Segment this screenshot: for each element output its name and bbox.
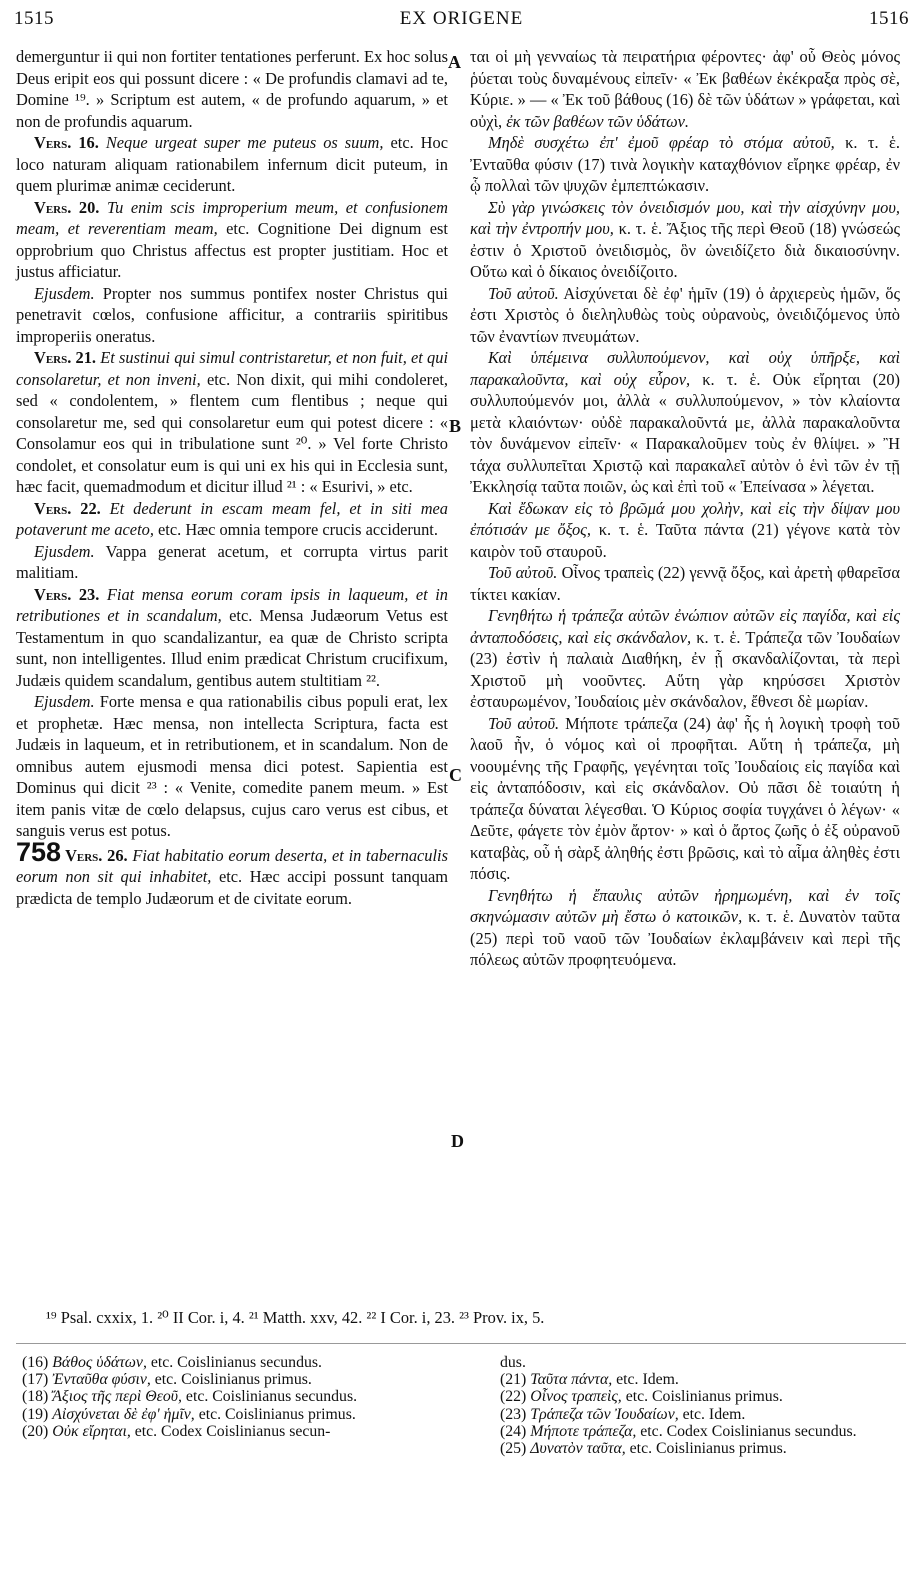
commentary-text: κ. τ. ἑ. Ταῦτα πάντα (21) γέγονε κατὰ τὸν καιρὸν τοῦ σταυροῦ. <box>470 520 900 561</box>
tou-autou-label: Τοῦ αὐτοῦ. <box>488 563 558 582</box>
footnote-text: etc. Coislinianus primus. <box>625 1440 787 1458</box>
latin-verse-22 <box>16 498 448 541</box>
footnote-lemma: Ἄξιος τῆς περὶ Θεοῦ, <box>52 1388 182 1406</box>
greek-tou-autou-2 <box>470 562 900 605</box>
commentary-text: etc. Hæc omnia tempore crucis acciderunt. <box>158 520 438 539</box>
footnote-lemma: Βάθος ὑδάτων, <box>52 1354 147 1371</box>
footnote <box>500 1440 910 1457</box>
verse-text: Et dederunt in escam meam fel, et in siti mea potaverunt me aceto, <box>16 498 449 539</box>
verse-text: Neque urgeat super me puteus os suum, <box>105 133 384 152</box>
footnote-text: etc. Coislinianus primus. <box>194 1405 356 1423</box>
greek-verse-16 <box>470 132 900 197</box>
footnote-number: (25) <box>500 1440 527 1458</box>
footnote-lemma: Οἶνος τραπεὶς, <box>530 1388 622 1406</box>
greek-verse-20 <box>470 197 900 283</box>
greek-column <box>470 46 900 971</box>
footnote <box>22 1354 457 1371</box>
verse-text: Fiat mensa eorum coram ipsis in laqueum, et in retributiones et in scandalum, <box>16 584 448 625</box>
footnote <box>500 1406 910 1423</box>
greek-paragraph <box>470 46 900 132</box>
greek-verse-26 <box>470 885 900 971</box>
footnote <box>22 1423 457 1440</box>
verse-text: Et sustinui qui simul contristaretur, et non fuit, et qui consolaretur, et non inveni, <box>16 348 448 389</box>
latin-verse-21 <box>16 347 448 498</box>
ejusdem-label: Ejusdem. <box>34 541 95 561</box>
footnote-lemma: Ταῦτα πάντα, <box>530 1371 613 1389</box>
footnote-number: (20) <box>22 1422 49 1440</box>
greek-verse-22 <box>470 498 900 563</box>
latin-verse-23 <box>16 584 448 692</box>
commentary-text: κ. τ. ἑ. Τράπεζα τῶν Ἰουδαίων (23) ἐστὶν ἡ παλαιὰ Διαθήκη, ἐν ᾗ σκανδαλίζονται, τὰ περὶ Χριστοῦ μὴ νοοῦντες. Αὕτη γὰρ κηρύσσει Χριστὸν ἐσταυρωμένον, Ἰουδαίοις μὲν σκάνδαλον, ἔθνεσι δὲ μωρίαν. <box>470 627 900 711</box>
footnotes-right <box>500 1354 910 1457</box>
footnote-number: (22) <box>500 1388 527 1406</box>
verse-text: Fiat habitatio eorum deserta, et in tabernaculis eorum non sit qui inhabitet, <box>16 845 448 886</box>
footnote-number: (21) <box>500 1371 527 1389</box>
verse-text: Γενηθήτω ἡ τράπεζα αὐτῶν ἐνώπιον αὐτῶν εἰς παγίδα, καὶ εἰς ἀνταποδόσεις, καὶ εἰς σκάνδαλον, <box>470 606 900 647</box>
footnote-number: (24) <box>500 1422 527 1440</box>
commentary-text: κ. τ. ἑ. Ἄξιος τῆς περὶ Θεοῦ (18) γνώσεώς ἐστιν ὁ Χριστοῦ ὀνειδισμὸς, ὃν ὠνειδίζετο διὰ δικαιοσύνην. Οὕτω καὶ ὁ δίκαιος ὀνειδίζοιτο. <box>470 219 900 281</box>
footnotes-left <box>22 1354 457 1440</box>
greek-italic: ἐκ τῶν βαθέων τῶν ὑδάτων. <box>506 111 690 131</box>
greek-tou-autou-3 <box>470 713 900 885</box>
footnote <box>500 1371 910 1388</box>
footnote-number: (17) <box>22 1371 49 1389</box>
footnote-lemma: Μήποτε τράπεζα, <box>530 1422 637 1440</box>
footnote-text: etc. Coislinianus secundus. <box>146 1354 322 1371</box>
commentary-text: κ. τ. ἑ. Δυνατὸν ταῦτα (25) περὶ τοῦ ναοῦ τῶν Ἰουδαίων ἐκλαμβάνειν καὶ περὶ τῆς πόλεως αὐτῶν προφητευόμενα. <box>470 907 900 969</box>
latin-column <box>16 46 448 909</box>
footnote <box>500 1354 910 1371</box>
verse-label: Vers. 22. <box>34 498 101 518</box>
latin-ejusdem-2 <box>16 541 448 584</box>
footnote-lemma: Τράπεζα τῶν Ἰουδαίων, <box>530 1405 679 1423</box>
commentary-text: Μήποτε τράπεζα (24) ἀφ' ἧς ἡ λογικὴ τροφὴ τοῦ λαοῦ ἦν, ὁ νόμος καὶ οἱ προφῆται. Αὕτη ἡ τράπεζα, μὴ νοουμένης τῆς Γραφῆς, γεγένηται τοῖς Ἰουδαίοις εἰς παγίδα καὶ εἰς ἀνταπόδοσιν, καὶ εἰς σκάνδαλον. Οὐ πᾶσι δὲ τοιαύτη ἡ τράπεζα δύναται λέγεσθαι. Ὁ Κύριος σοφία τυγχάνει ὁ λέγων· « Δεῦτε, φάγετε τὸν ἐμὸν ἄρτον· » καὶ ὁ ἄρτος ζωῆς ὁ ἐξ οὐρανοῦ καταβὰς, οὗ ἡ σὰρξ ἀληθής ἐστι βρῶσις, καὶ τὸ αἷμα ἀληθὲς ἐστι πόσις. <box>470 713 900 883</box>
footnote-number: (19) <box>22 1405 49 1423</box>
commentary-text: Propter nos summus pontifex noster Christus qui penetravit cœlos, confusione afficitur, a contrariis spiritibus improperiis oneratus. <box>16 283 448 346</box>
verse-text: Καὶ ἔδωκαν εἰς τὸ βρῶμά μου χολὴν, καὶ εἰς τὴν δίψαν μου ἐπότισάν με ὄξος, <box>470 498 900 539</box>
running-title: EX ORIGENE <box>399 8 524 29</box>
commentary-text: etc. Hoc loco naturam aliquam rationabilem infernum dicit puteum, in quem plurimæ animæ ceciderunt. <box>16 133 448 195</box>
commentary-text: Οἶνος τραπεὶς (22) γεννᾷ ὄξος, καὶ ἀρετὴ φθαρεῖσα τίκτει κακίαν. <box>470 563 900 604</box>
footnote-text: etc. Coislinianus primus. <box>621 1388 783 1406</box>
greek-verse-21 <box>470 347 900 498</box>
footnote-lemma: Οὐκ εἴρηται, <box>52 1422 131 1440</box>
margin-marker-a: A <box>448 52 461 72</box>
footnote <box>22 1371 457 1388</box>
verse-text: Γενηθήτω ἡ ἔπαυλις αὐτῶν ἠρημωμένη, καὶ ἐν τοῖς σκηνώμασιν αὐτῶν μὴ ἔστω ὁ κατοικῶν, <box>470 885 900 926</box>
page-number-right: 1516 <box>869 8 909 29</box>
footnote <box>500 1423 910 1440</box>
footnote-text: etc. Coislinianus secundus. <box>181 1388 358 1406</box>
commentary-text: Αἰσχύνεται δὲ ἐφ' ἡμῖν (19) ὁ ἀρχιερεὺς ἡμῶν, ὅς ἐστι Χριστὸς ὁ διεληλυθὼς τοὺς οὐρανοὺς, ὀνειδιζόμενος ὑπὸ τῶν ἐναντίων πνευμάτων. <box>470 283 900 346</box>
footnote-number: (16) <box>22 1354 49 1371</box>
commentary-text: etc. Non dixit, qui mihi condoleret, sed « condolentem, » flentem cum flentibus ; neque qui consolaretur me, sed qui consolaretur eum qui potest dicere : « Consolamur eos qui in tribulatione sunt ²⁰. » Vel forte Christo condolet, et consolatur eum is qui uni ex his qui in Ecclesia sunt, hæc facit, quemadmodum et dicitur illud ²¹ : « Esurivi, » etc. <box>16 369 448 496</box>
commentary-text: Forte mensa e qua rationabilis cibus populi erat, lex et prophetæ. Hæc mensa, non intellecta Scriptura, facta est Judæis in laqueum, et in retributionem, et in scandalum. Non de omnibus autem ejusmodi mensa dici potest. Sapientia est Dominus qui dicit ²³ : « Venite, comedite panem meum. » Est item panis vitæ de cœlo delapsus, cujus caro verus est cibus, et sanguis verus est potus. <box>16 692 448 840</box>
footnote-lemma: Αἰσχύνεται δὲ ἐφ' ἡμῖν, <box>52 1405 195 1423</box>
footnote-number: (23) <box>500 1405 527 1423</box>
ejusdem-label: Ejusdem. <box>34 283 95 303</box>
latin-ejusdem-3 <box>16 691 448 842</box>
commentary-text: etc. Cognitione Dei dignum est opprobrium quo Christus affectus est propter justitiam. Hoc et justus afficiatur. <box>16 219 448 281</box>
greek-verse-23 <box>470 605 900 713</box>
margin-marker-d: D <box>451 1131 464 1151</box>
commentary-text: κ. τ. ἑ. Ἐνταῦθα φύσιν (17) τινὰ λογικὴν καταχθόνιον εἴρηκε φρέαρ, ἐν ᾧ πολλαὶ τῶν ψυχῶν ἐμπεπτώκασιν. <box>470 133 900 195</box>
verse-text: Καὶ ὑπέμεινα συλλυπούμενον, καὶ οὐχ ὑπῆρξε, καὶ παρακαλοῦντα, καὶ οὐχ εὗρον, <box>470 348 900 389</box>
footnote-lemma: Ἐνταῦθα φύσιν, <box>52 1371 151 1389</box>
latin-verse-20 <box>16 197 448 283</box>
footnote-text: etc. Codex Coislinianus secundus. <box>636 1422 857 1440</box>
commentary-text: ται οἱ μὴ γενναίως τὰ πειρατήρια φέροντες· ἀφ' οὗ Θεὸς μόνος ῥύεται τοὺς δυναμένους εἰπεῖν· « Ἐκ βαθέων ἐκέκραξα πρὸς σὲ, Κύριε. » — « Ἐκ τοῦ βάθους (16) δὲ τῶν ὑδάτων » γράφεται, καὶ οὐχὶ, <box>470 47 900 131</box>
verse-label: Vers. 21. <box>34 348 97 367</box>
margin-marker-b: B <box>449 416 462 436</box>
footnote-text: etc. Coislinianus primus. <box>150 1371 312 1389</box>
verse-text: Tu enim scis improperium meum, et confusionem meam, et reverentiam meam, <box>16 197 448 238</box>
page-number-left: 1515 <box>14 8 54 29</box>
commentary-text: κ. τ. ἑ. Οὐκ εἴρηται (20) συλλυπούμενόν μοι, ἀλλὰ « συλλυπούμενον, » τὸν κλαίοντα μετὰ κλαιόντων· οὐδὲ παρακαλοῦντά με, ἀλλὰ παρακαλοῦντα τὸν δυνάμενον εἰπεῖν· « Παρακαλοῦμεν τοὺς ἐν θλίψει. » Ἢ τάχα συλλυπεῖται Χριστῷ καὶ παρακαλεῖ αὐτὸν ὁ ἑνὶ τῶν ἐν τῇ Ἐκκλησίᾳ ταῦτα ποιῶν, ὡς καὶ ἐπὶ τοῦ « Ἐπείνασα » λέγεται. <box>470 369 900 496</box>
footnote-text: etc. Idem. <box>678 1405 746 1423</box>
footnote-number: (18) <box>22 1388 49 1406</box>
verse-label: Vers. 16. <box>34 133 99 152</box>
latin-ejusdem-1 <box>16 283 448 348</box>
verse-label: Vers. 26. <box>65 845 128 865</box>
verse-text: Σὺ γὰρ γινώσκεις τὸν ὀνειδισμόν μου, καὶ τὴν αἰσχύνην μου, καὶ τὴν ἐντροπήν μου, <box>470 197 900 238</box>
column-number: 758 <box>16 836 62 867</box>
commentary-text: etc. Mensa Judæorum Vetus est Testamentum in quo scandalizantur, ea quæ de Christo scripta sunt, non intelligentes. Illud enim prædicat Christum crucifixum, Judæis quidem scandalum, gentibus autem stultitiam ²². <box>16 606 448 690</box>
greek-tou-autou-1 <box>470 283 900 348</box>
verse-text: Μηδὲ συσχέτω ἐπ' ἐμοῦ φρέαρ τὸ στόμα αὐτοῦ, <box>488 133 835 152</box>
page-header <box>14 8 909 36</box>
footnote-divider <box>16 1343 906 1344</box>
footnote <box>22 1406 457 1423</box>
footnote <box>22 1388 457 1405</box>
footnote-text: etc. Idem. <box>612 1371 679 1389</box>
footnote-text: dus. <box>500 1354 526 1371</box>
margin-marker-c: C <box>449 765 462 785</box>
latin-paragraph: demerguntur ii qui non fortiter tentationes perferunt. Ex hoc solus Deus eripit eos qui possunt dicere : « De profundis clamavi ad te, Domine ¹⁹. » Scriptum est autem, « de profundo aquarum, » et non de profundis aquarum. <box>16 47 448 131</box>
verse-label: Vers. 20. <box>34 197 100 217</box>
scripture-references: ¹⁹ Psal. cxxix, 1. ²⁰ II Cor. i, 4. ²¹ Matth. xxv, 42. ²² I Cor. i, 23. ²³ Prov. ix, 5. <box>46 1308 545 1327</box>
verse-label: Vers. 23. <box>34 584 100 604</box>
commentary-text: Vappa generat acetum, et corrupta virtus parit malitiam. <box>16 541 448 582</box>
ejusdem-label: Ejusdem. <box>34 692 95 711</box>
commentary-text: etc. Hæc accipi possunt tanquam prædicta de templo Judæorum et de civitate eorum. <box>16 867 448 908</box>
footnote-lemma: Δυνατὸν ταῦτα, <box>530 1440 626 1458</box>
tou-autou-label: Τοῦ αὐτοῦ. <box>488 713 560 733</box>
tou-autou-label: Τοῦ αὐτοῦ. <box>488 283 559 303</box>
latin-verse-16 <box>16 132 448 197</box>
footnote-text: etc. Codex Coislinianus secun- <box>130 1422 331 1440</box>
latin-verse-26 <box>16 836 448 910</box>
footnote <box>500 1388 910 1405</box>
